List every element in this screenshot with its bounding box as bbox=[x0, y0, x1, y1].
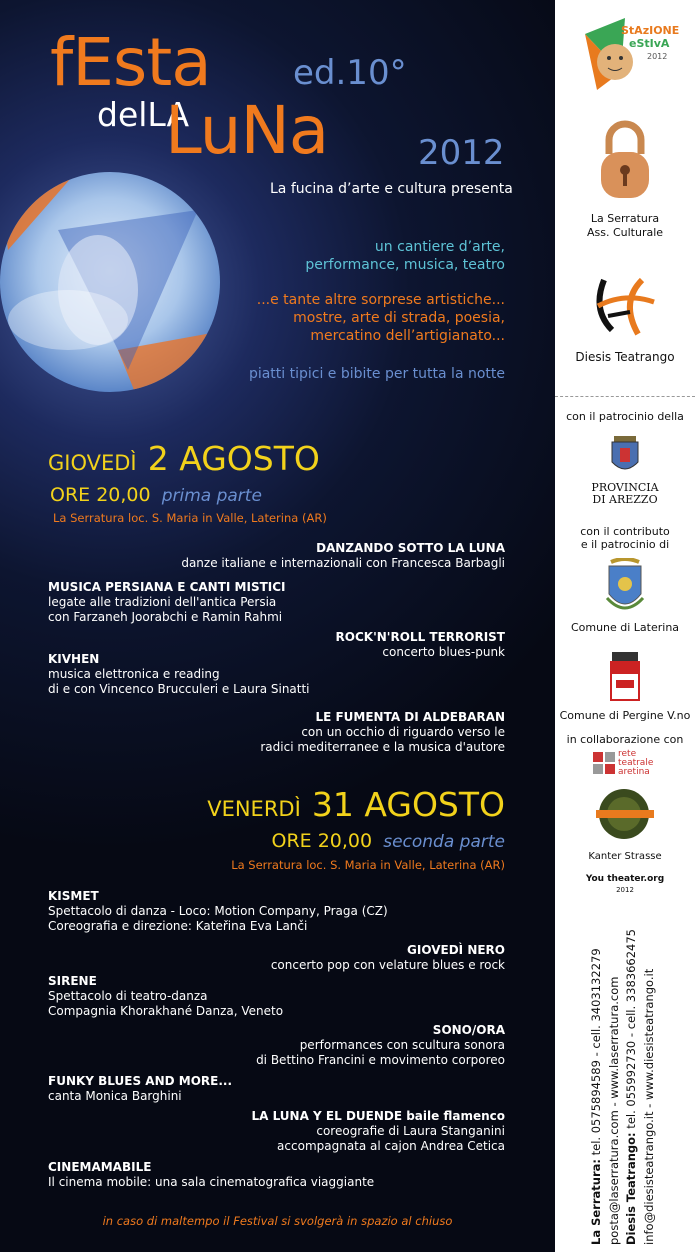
day1-event bbox=[336, 630, 505, 660]
day1-event bbox=[181, 541, 505, 571]
event-title: KISMET bbox=[48, 889, 99, 903]
title-festa: fEsta bbox=[50, 24, 211, 101]
event-title: SONO/ORA bbox=[432, 1023, 505, 1037]
stazione-estiva-logo bbox=[577, 12, 680, 92]
intro-line: un cantiere d’arte, bbox=[374, 239, 505, 255]
sidebar-divider bbox=[555, 396, 695, 398]
diesis-logo-icon bbox=[590, 272, 660, 342]
event-title: CINEMAMABILE bbox=[48, 1160, 152, 1174]
event-desc: musica elettronica e reading bbox=[48, 667, 220, 681]
intro-line: ...e tante altre sorprese artistiche... bbox=[256, 292, 505, 308]
event-desc: danze italiane e internazionali con Francesca Barbagli bbox=[181, 556, 505, 570]
collaborazione-label: in collaborazione con bbox=[566, 733, 684, 746]
event-title: ROCK'N'ROLL TERRORIST bbox=[335, 630, 505, 644]
edition-label: ed.10° bbox=[293, 53, 407, 93]
contact-line-2: posta@laserratura.com - www.laserratura.com bbox=[606, 976, 621, 1245]
kanter-label: Kanter Strasse bbox=[588, 851, 662, 862]
serratura-line1: La Serratura bbox=[590, 212, 660, 225]
event-desc: con Farzaneh Joorabchi e Ramin Rahmi bbox=[48, 610, 283, 624]
youtheater-label: You theater.org bbox=[585, 874, 665, 884]
contributo-line2: e il patrocinio di bbox=[580, 538, 670, 551]
rete-grid-icon bbox=[593, 752, 615, 774]
diesis-label: Diesis Teatrango bbox=[575, 350, 675, 364]
day1-time-row bbox=[50, 484, 262, 506]
event-desc: con un occhio di riguardo verso le bbox=[301, 725, 505, 739]
provincia-crest-icon bbox=[608, 430, 642, 478]
youtheater-year: 2012 bbox=[616, 886, 634, 894]
pergine-label: Comune di Pergine V.no bbox=[559, 709, 691, 722]
provincia-line1: PROVINCIA bbox=[591, 481, 659, 494]
padlock-icon bbox=[597, 118, 653, 202]
day1-event bbox=[260, 710, 505, 755]
rete-line: rete bbox=[618, 749, 637, 759]
day2-event bbox=[48, 1160, 374, 1190]
intro-line: performance, musica, teatro bbox=[305, 257, 505, 273]
day1-date: 2 AGOSTO bbox=[147, 439, 320, 478]
contributo-line1: con il contributo bbox=[580, 525, 670, 538]
event-title: LE FUMENTA DI ALDEBARAN bbox=[315, 710, 505, 724]
contact-line-4: info@diesisteatrango.it - www.diesisteatrango.it bbox=[641, 968, 656, 1245]
event-desc: performances con scultura sonora bbox=[299, 1038, 505, 1052]
intro-block-2 bbox=[257, 291, 505, 345]
intro-block-1 bbox=[305, 238, 505, 274]
title-della: delLA bbox=[97, 95, 190, 134]
contact-value: tel. 055992730 - cell. 3383662475 bbox=[624, 929, 638, 1133]
day1-event bbox=[48, 652, 310, 697]
day2-heading bbox=[207, 785, 505, 824]
serratura-line2: Ass. Culturale bbox=[586, 226, 664, 239]
event-title: LA LUNA Y EL DUENDE baile flamenco bbox=[251, 1109, 505, 1123]
laterina-crest-icon bbox=[603, 558, 647, 616]
event-desc: canta Monica Barghini bbox=[48, 1089, 182, 1103]
kanter-strasse-logo-icon bbox=[590, 787, 660, 841]
day2-time: ORE 20,00 bbox=[271, 830, 373, 852]
contacts-rotated bbox=[588, 905, 658, 1245]
rete-text bbox=[618, 750, 653, 777]
day1-venue: La Serratura loc. S. Maria in Valle, Laterina (AR) bbox=[53, 511, 327, 525]
event-desc: accompagnata al cajon Andrea Cetica bbox=[277, 1139, 505, 1153]
patrocinio-label: con il patrocinio della bbox=[566, 410, 684, 423]
rete-teatrale-logo bbox=[593, 750, 663, 780]
sponsor-sidebar bbox=[555, 0, 695, 1252]
presenter-text: La fucina d’arte e cultura presenta bbox=[270, 181, 513, 197]
day2-event bbox=[271, 943, 505, 973]
rete-line: teatrale bbox=[618, 758, 654, 768]
day1-part: prima parte bbox=[161, 486, 262, 506]
event-desc: di Bettino Francini e movimento corporeo bbox=[256, 1053, 505, 1067]
event-desc: di e con Vincenco Brucculeri e Laura Sinatti bbox=[48, 682, 310, 696]
provincia-line2: DI AREZZO bbox=[592, 493, 658, 506]
day2-weekday: VENERDÌ bbox=[207, 797, 301, 821]
event-title: DANZANDO SOTTO LA LUNA bbox=[316, 541, 505, 555]
title-luna: LuNa bbox=[165, 92, 329, 169]
intro-food: piatti tipici e bibite per tutta la notte bbox=[248, 366, 505, 382]
event-desc: concerto pop con velature blues e rock bbox=[270, 958, 505, 972]
year-label: 2012 bbox=[418, 133, 505, 173]
event-desc: radici mediterranee e la musica d'autore bbox=[260, 740, 505, 754]
stazione-year: 2012 bbox=[647, 52, 668, 61]
contact-line-1 bbox=[588, 905, 606, 1245]
day1-time: ORE 20,00 bbox=[50, 484, 151, 506]
laterina-label: Comune di Laterina bbox=[570, 621, 680, 634]
event-title: FUNKY BLUES AND MORE... bbox=[48, 1074, 233, 1088]
rete-line: aretina bbox=[618, 767, 650, 777]
event-desc: legate alle tradizioni dell'antica Persia bbox=[48, 595, 277, 609]
day1-heading bbox=[48, 439, 320, 478]
contact-label: La Serratura: bbox=[589, 1159, 603, 1245]
day1-event bbox=[48, 580, 286, 625]
event-title: KIVHEN bbox=[48, 652, 100, 666]
pergine-crest-icon bbox=[608, 650, 642, 704]
intro-line: mercatino dell’artigianato... bbox=[310, 328, 505, 344]
contact-line-3 bbox=[623, 905, 641, 1245]
stazione-line2: eStIvA bbox=[629, 37, 670, 50]
day2-event bbox=[251, 1109, 505, 1154]
intro-line: mostre, arte di strada, poesia, bbox=[293, 310, 505, 326]
event-title: SIRENE bbox=[48, 974, 97, 988]
day2-event bbox=[48, 1074, 232, 1104]
event-desc: concerto blues-punk bbox=[382, 645, 505, 659]
day2-event bbox=[48, 974, 283, 1019]
event-desc: Compagnia Khorakhané Danza, Veneto bbox=[48, 1004, 284, 1018]
event-title: MUSICA PERSIANA E CANTI MISTICI bbox=[48, 580, 286, 594]
day2-event bbox=[48, 889, 388, 934]
day2-venue: La Serratura loc. S. Maria in Valle, Laterina (AR) bbox=[231, 858, 505, 872]
event-desc: Spettacolo di teatro-danza bbox=[48, 989, 208, 1003]
day2-time-row bbox=[272, 830, 505, 852]
contact-label: Diesis Teatrango: bbox=[624, 1132, 638, 1245]
day2-part: seconda parte bbox=[383, 832, 505, 852]
contacts-block bbox=[555, 905, 695, 1245]
event-desc: Spettacolo di danza - Loco: Motion Company, Praga (CZ) bbox=[48, 904, 388, 918]
day1-weekday: GIOVEDÌ bbox=[48, 451, 137, 475]
contact-value: tel. 0575894589 - cell. 3403132279 bbox=[589, 948, 603, 1159]
event-desc: Coreografia e direzione: Kateřina Eva Lanči bbox=[48, 919, 308, 933]
event-desc: Il cinema mobile: una sala cinematografica viaggiante bbox=[48, 1175, 375, 1189]
day2-date: 31 AGOSTO bbox=[311, 785, 505, 824]
weather-note: in caso di maltempo il Festival si svolgerà in spazio al chiuso bbox=[102, 1214, 453, 1228]
moon-illustration bbox=[0, 170, 228, 400]
event-title: GIOVEDÌ NERO bbox=[407, 943, 505, 957]
event-desc: coreografie di Laura Stanganini bbox=[316, 1124, 505, 1138]
stazione-line1: StAzIONE bbox=[621, 24, 680, 37]
day2-event bbox=[256, 1023, 505, 1068]
